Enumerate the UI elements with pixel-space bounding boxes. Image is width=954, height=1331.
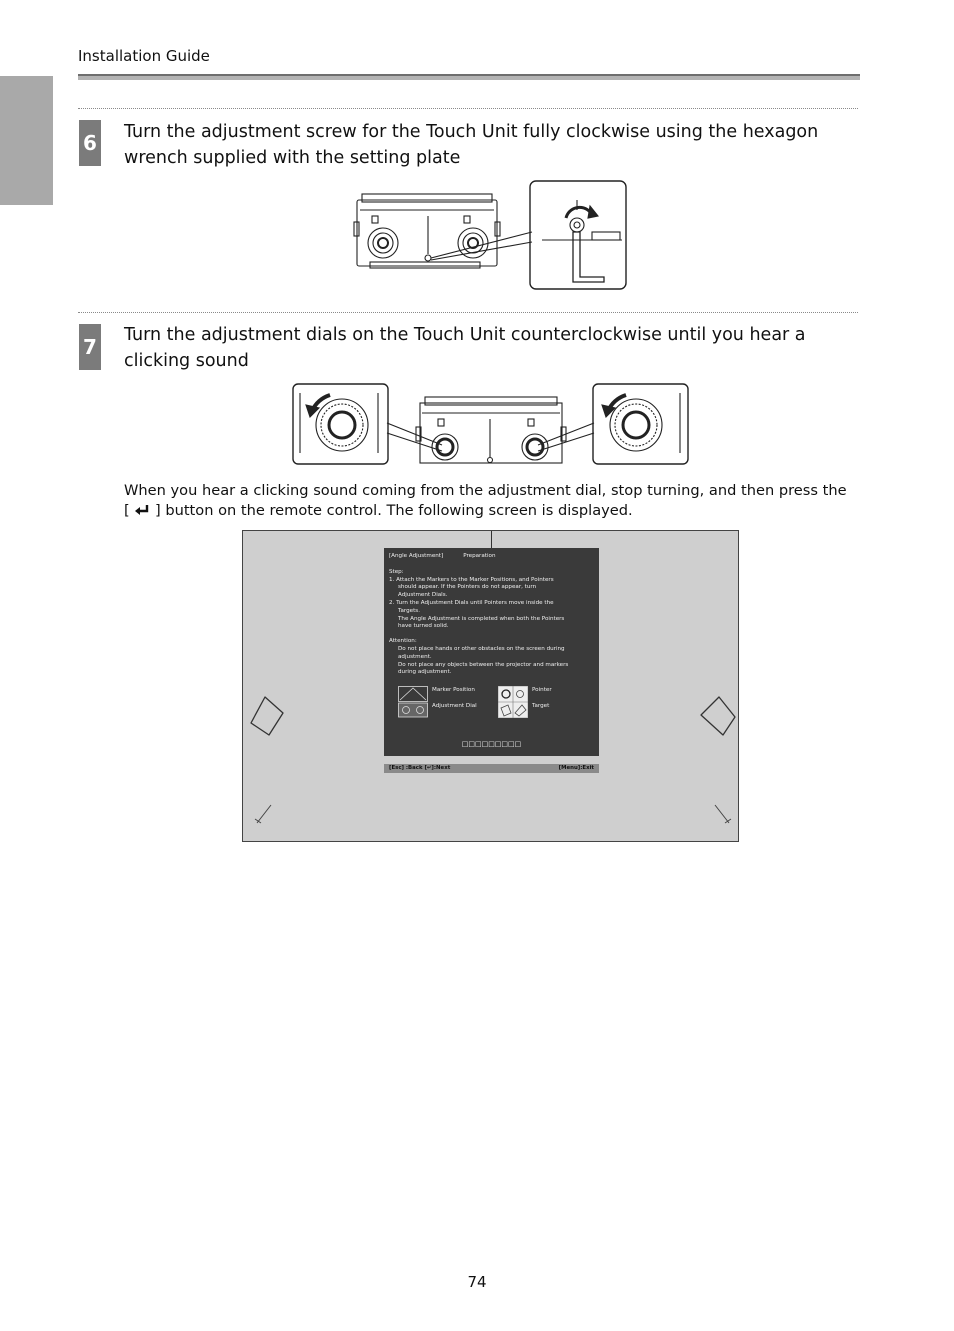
marker-right-icon	[695, 695, 739, 739]
note-line-2: ] button on the remote control. The following screen is displayed.	[154, 502, 633, 519]
header-rule	[78, 74, 860, 80]
screen-status-bar	[384, 764, 599, 773]
instruction-1b: should appear. If the Pointers do not appear, turn	[398, 584, 537, 591]
step-7-text: Turn the adjustment dials on the Touch Unit counterclockwise until you hear a clicking sound	[124, 325, 806, 371]
touch-unit-dials-illustration	[292, 383, 690, 467]
marker-left-icon	[245, 695, 289, 739]
instruction-2: 2. Turn the Adjustment Dials until Pointers move inside the	[389, 599, 554, 606]
page-number: 74	[467, 1273, 487, 1291]
instruction-2d: have turned solid.	[398, 623, 449, 630]
legend-target: Target	[532, 703, 550, 709]
legend-pointer: Pointer	[532, 687, 552, 693]
angle-adjustment-screen	[242, 530, 739, 842]
note-line-1: When you hear a clicking sound coming from the adjustment dial, stop turning, and then press the	[124, 482, 847, 499]
note-bracket-open: [	[124, 502, 130, 519]
attention-2: Do not place any objects between the projector and markers	[398, 661, 569, 668]
step-number-6: 6	[79, 120, 101, 166]
attention-label: Attention:	[389, 638, 417, 645]
angle-adjustment-menu	[384, 548, 599, 756]
status-right: [Menu]:Exit	[558, 765, 594, 771]
screen-top-line	[491, 531, 492, 548]
instruction-1: 1. Attach the Markers to the Marker Positions, and Pointers	[389, 576, 554, 583]
step-divider	[78, 312, 858, 313]
pointer-left-icon	[253, 801, 275, 827]
marker-position-icon	[398, 686, 428, 718]
step-6-text: Turn the adjustment screw for the Touch Unit fully clockwise using the hexagon wrench supplied with the setting plate	[124, 122, 819, 168]
touch-unit-screw-illustration	[352, 180, 630, 292]
attention-1: Do not place hands or other obstacles on the screen during	[398, 645, 565, 652]
instruction-2c: The Angle Adjustment is completed when both the Pointers	[398, 615, 565, 622]
legend	[398, 686, 593, 718]
attention-1b: adjustment.	[398, 653, 432, 660]
step-divider	[78, 108, 858, 109]
pointer-target-icon	[498, 686, 528, 718]
menu-title: [Angle Adjustment]	[389, 553, 444, 559]
instruction-1c: Adjustment Dials.	[398, 592, 448, 599]
header-title: Installation Guide	[78, 47, 210, 65]
step-label: Step:	[389, 568, 404, 575]
chapter-side-tab	[0, 76, 53, 205]
legend-adjustment-dial: Adjustment Dial	[432, 703, 477, 709]
attention-2b: during adjustment.	[398, 669, 452, 676]
step-7-note	[124, 481, 854, 521]
instruction-2b: Targets.	[398, 607, 420, 614]
status-left: [Esc] :Back [↵]:Next	[389, 765, 451, 771]
legend-marker-position: Marker Position	[432, 687, 475, 693]
enter-key-icon	[134, 504, 150, 516]
progress-squares: □□□□□□□□□	[461, 740, 522, 748]
pointer-right-icon	[711, 801, 733, 827]
step-number-7: 7	[79, 324, 101, 370]
menu-subtitle: Preparation	[463, 553, 496, 559]
